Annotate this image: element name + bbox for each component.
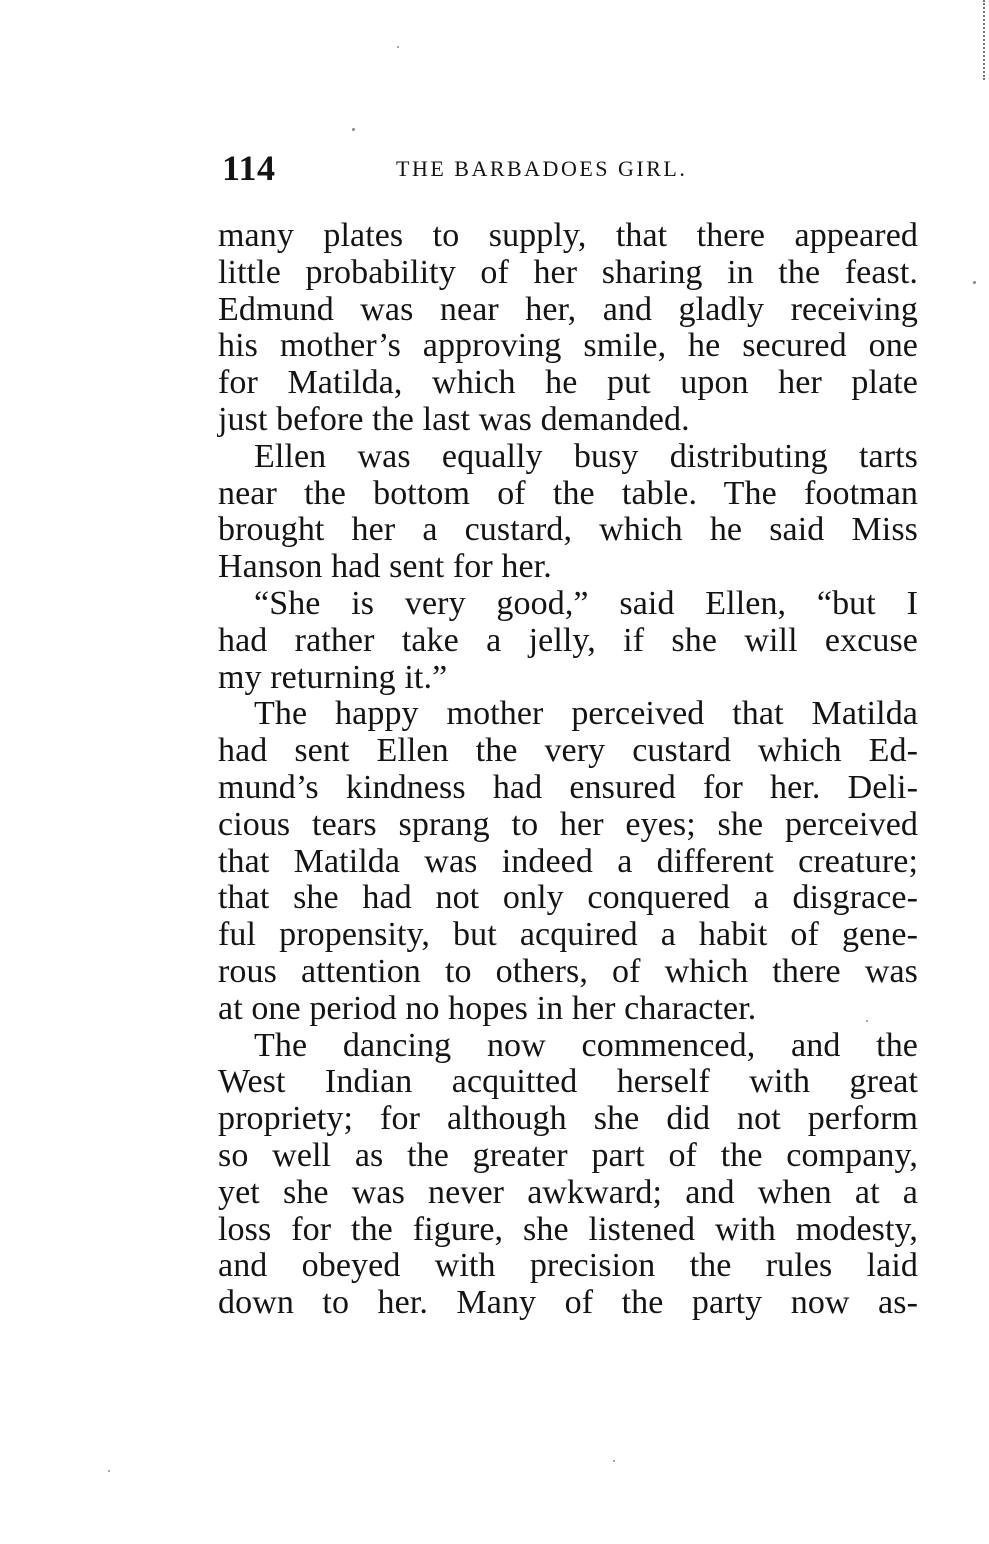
text-line: little probability of her sharing in the feast. [218,253,918,291]
text-line: Ellen was equally busy distributing tarts [254,437,918,475]
text-line: that Matilda was indeed a different creature; [218,842,918,880]
print-speck [973,281,976,284]
text-line: at one period no hopes in her character. [218,989,757,1027]
text-line: near the bottom of the table. The footman [218,474,918,512]
page-edge-marks [980,0,985,80]
body-text [218,218,918,1322]
text-line: and obeyed with precision the rules laid [218,1247,918,1285]
text-line: many plates to supply, that there appeared [218,217,918,254]
text-line: “She is very good,” said Ellen, “but I [254,584,918,622]
text-line: ful propensity, but acquired a habit of gene- [218,916,918,954]
page-number: 114 [222,148,276,188]
print-speck [866,1020,868,1022]
text-line: his mother’s approving smile, he secured one [218,327,918,365]
text-line: so well as the greater part of the company, [218,1136,918,1174]
text-line: Hanson had sent for her. [218,548,552,586]
running-head [222,148,922,188]
text-line: my returning it.” [218,658,448,696]
text-line: yet she was never awkward; and when at a [218,1173,918,1211]
text-line: just before the last was demanded. [218,400,690,438]
print-speck [397,46,399,48]
text-line: propriety; for although she did not perform [218,1100,918,1138]
text-line: had sent Ellen the very custard which Ed- [218,732,918,770]
text-line: rous attention to others, of which there was [218,952,918,990]
text-line: had rather take a jelly, if she will excuse [218,621,918,659]
text-line: West Indian acquitted herself with great [218,1063,918,1101]
text-line: cious tears sprang to her eyes; she perceived [218,805,918,843]
text-line: that she had not only conquered a disgrace- [218,879,918,917]
text-line: for Matilda, which he put upon her plate [218,364,918,402]
print-speck [352,128,355,131]
text-line: brought her a custard, which he said Miss [218,511,918,549]
text-line: Edmund was near her, and gladly receiving [218,290,918,328]
text-line: The happy mother perceived that Matilda [254,695,918,733]
text-line: down to her. Many of the party now as- [218,1284,918,1322]
print-speck [613,1460,615,1462]
text-line: mund’s kindness had ensured for her. Deli- [218,768,918,806]
text-line: loss for the figure, she listened with modesty, [218,1210,918,1248]
running-title: THE BARBADOES GIRL. [396,156,688,181]
text-line: The dancing now commenced, and the [254,1026,918,1064]
print-speck [108,1470,110,1472]
